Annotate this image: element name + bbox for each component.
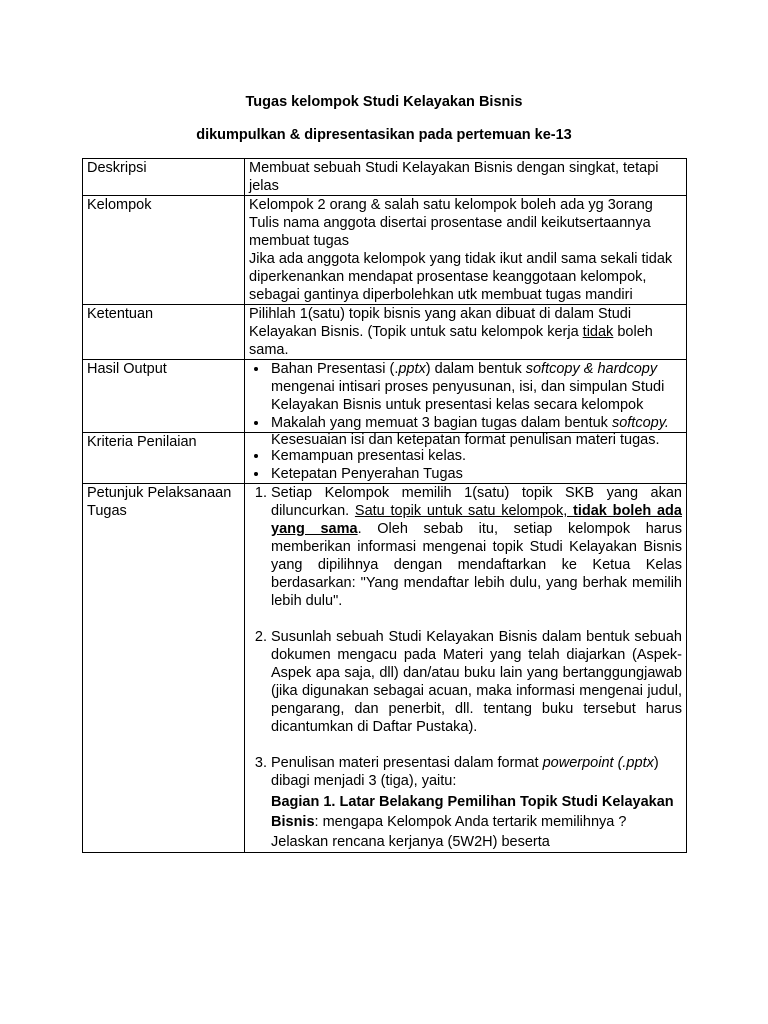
value-ketentuan [245, 305, 687, 360]
petunjuk-step-2: 2. Susunlah sebuah Studi Kelayakan Bisnis dalam bentuk sebuah dokumen mengacu pada Materi yang telah diajarkan (Aspek-Aspek apa saja, dll) dan/atau buku lain yang bertanggungjawab (jika digunakan sebagai acuan, maka informasi mengenai judul, pengarang, dan penerbit, dll. tentang buku tersebut harus dicantumkan di Daftar Pustaka). [271, 628, 682, 736]
hasil-text: ) dalam bentuk [425, 361, 526, 377]
value-hasil-output [245, 360, 687, 433]
row-hasil-output [83, 360, 687, 433]
hasil-italic: softcopy. [611, 415, 669, 431]
step-text: Penulisan materi presentasi dalam format [271, 755, 543, 771]
ketentuan-text-end: boleh sama. [249, 324, 653, 358]
hasil-text: mengenai intisari proses penyusunan, isi, dan simpulan Studi Kelayakan Bisnis untuk presentasi kelas secara kelompok [271, 379, 665, 413]
hasil-text: Bahan Presentasi (. [271, 361, 399, 377]
label-kriteria: Kriteria Penilaian [83, 433, 245, 484]
kelompok-line-3: Jika ada anggota kelompok yang tidak ikut andil sama sekali tidak diperkenankan mendapat prosentase keanggotaan kelompok, sebagai gantinya diperbolehkan utk membuat tugas mandiri [249, 251, 673, 303]
row-deskripsi [83, 159, 687, 196]
hasil-text: Makalah yang memuat 3 bagian tugas dalam bentuk [271, 415, 612, 431]
kelompok-line-1: Kelompok 2 orang & salah satu kelompok boleh ada yg 3orang [249, 197, 653, 213]
petunjuk-step-3 [271, 754, 682, 852]
label-ketentuan: Ketentuan [83, 305, 245, 360]
value-deskripsi: Membuat sebuah Studi Kelayakan Bisnis dengan singkat, tetapi jelas [245, 159, 687, 196]
hasil-item-makalah [269, 414, 682, 432]
kriteria-item: • Ketepatan Penyerahan Tugas [269, 465, 682, 483]
row-petunjuk [83, 484, 687, 853]
step-italic: powerpoint [542, 755, 614, 771]
row-kriteria [83, 433, 687, 484]
bagian-1-text: : mengapa Kelompok Anda tertarik memilihnya ? Jelaskan rencana kerjanya (5W2H) beserta [271, 814, 627, 850]
kriteria-list [249, 433, 682, 483]
hasil-italic: pptx [398, 361, 426, 377]
row-kelompok [83, 196, 687, 305]
task-table [82, 158, 687, 853]
value-kelompok [245, 196, 687, 305]
row-ketentuan [83, 305, 687, 360]
petunjuk-list [249, 484, 682, 852]
bagian-1 [271, 792, 682, 852]
hasil-list [249, 360, 682, 432]
step-underlined: Satu topik untuk satu kelompok, [354, 503, 574, 519]
label-kelompok: Kelompok [83, 196, 245, 305]
document-title: Tugas kelompok Studi Kelayakan Bisnis [245, 94, 523, 110]
step-bold-underlined: tidak boleh ada yang sama [271, 503, 682, 537]
ketentuan-text: Pilihlah 1(satu) topik bisnis yang akan dibuat di dalam Studi Kelayakan Bisnis. (Topik untuk satu kelompok kerja [249, 306, 632, 340]
label-petunjuk: Petunjuk Pelaksanaan Tugas [83, 484, 245, 853]
step-text: . Oleh sebab itu, setiap kelompok harus memberikan informasi mengenai topik Studi Kelayakan Bisnis yang dipilihnya dengan mendaftarkan ke Ketua Kelas berdasarkan: "Yang mendaftar lebih dulu, yang berhak memilih lebih dulu". [271, 521, 682, 609]
step-text: ) dibagi menjadi 3 (tiga), yaitu: [271, 755, 659, 789]
hasil-italic: softcopy & hardcopy [525, 361, 658, 377]
label-hasil-output: Hasil Output [83, 360, 245, 433]
kriteria-item: • Kemampuan presentasi kelas. [269, 447, 682, 465]
value-petunjuk [245, 484, 687, 853]
kelompok-line-2: Tulis nama anggota disertai prosentase andil keikutsertaannya membuat tugas [249, 215, 651, 249]
value-kriteria [245, 433, 687, 484]
ketentuan-underlined: tidak [582, 324, 614, 340]
kriteria-item: • Kesesuaian isi dan ketepatan format penulisan materi tugas. [269, 433, 682, 447]
hasil-item-presentasi [269, 360, 682, 414]
document-subtitle: dikumpulkan & dipresentasikan pada pertemuan ke-13 [196, 127, 572, 143]
petunjuk-step-1 [271, 484, 682, 610]
step-italic: (.pptx [617, 755, 654, 771]
bagian-1-heading: Bagian 1. Latar Belakang Pemilihan Topik Studi Kelayakan Bisnis [271, 794, 674, 830]
label-deskripsi: Deskripsi [83, 159, 245, 196]
step-text: Setiap Kelompok memilih 1(satu) topik SKB yang akan diluncurkan. [271, 485, 682, 519]
